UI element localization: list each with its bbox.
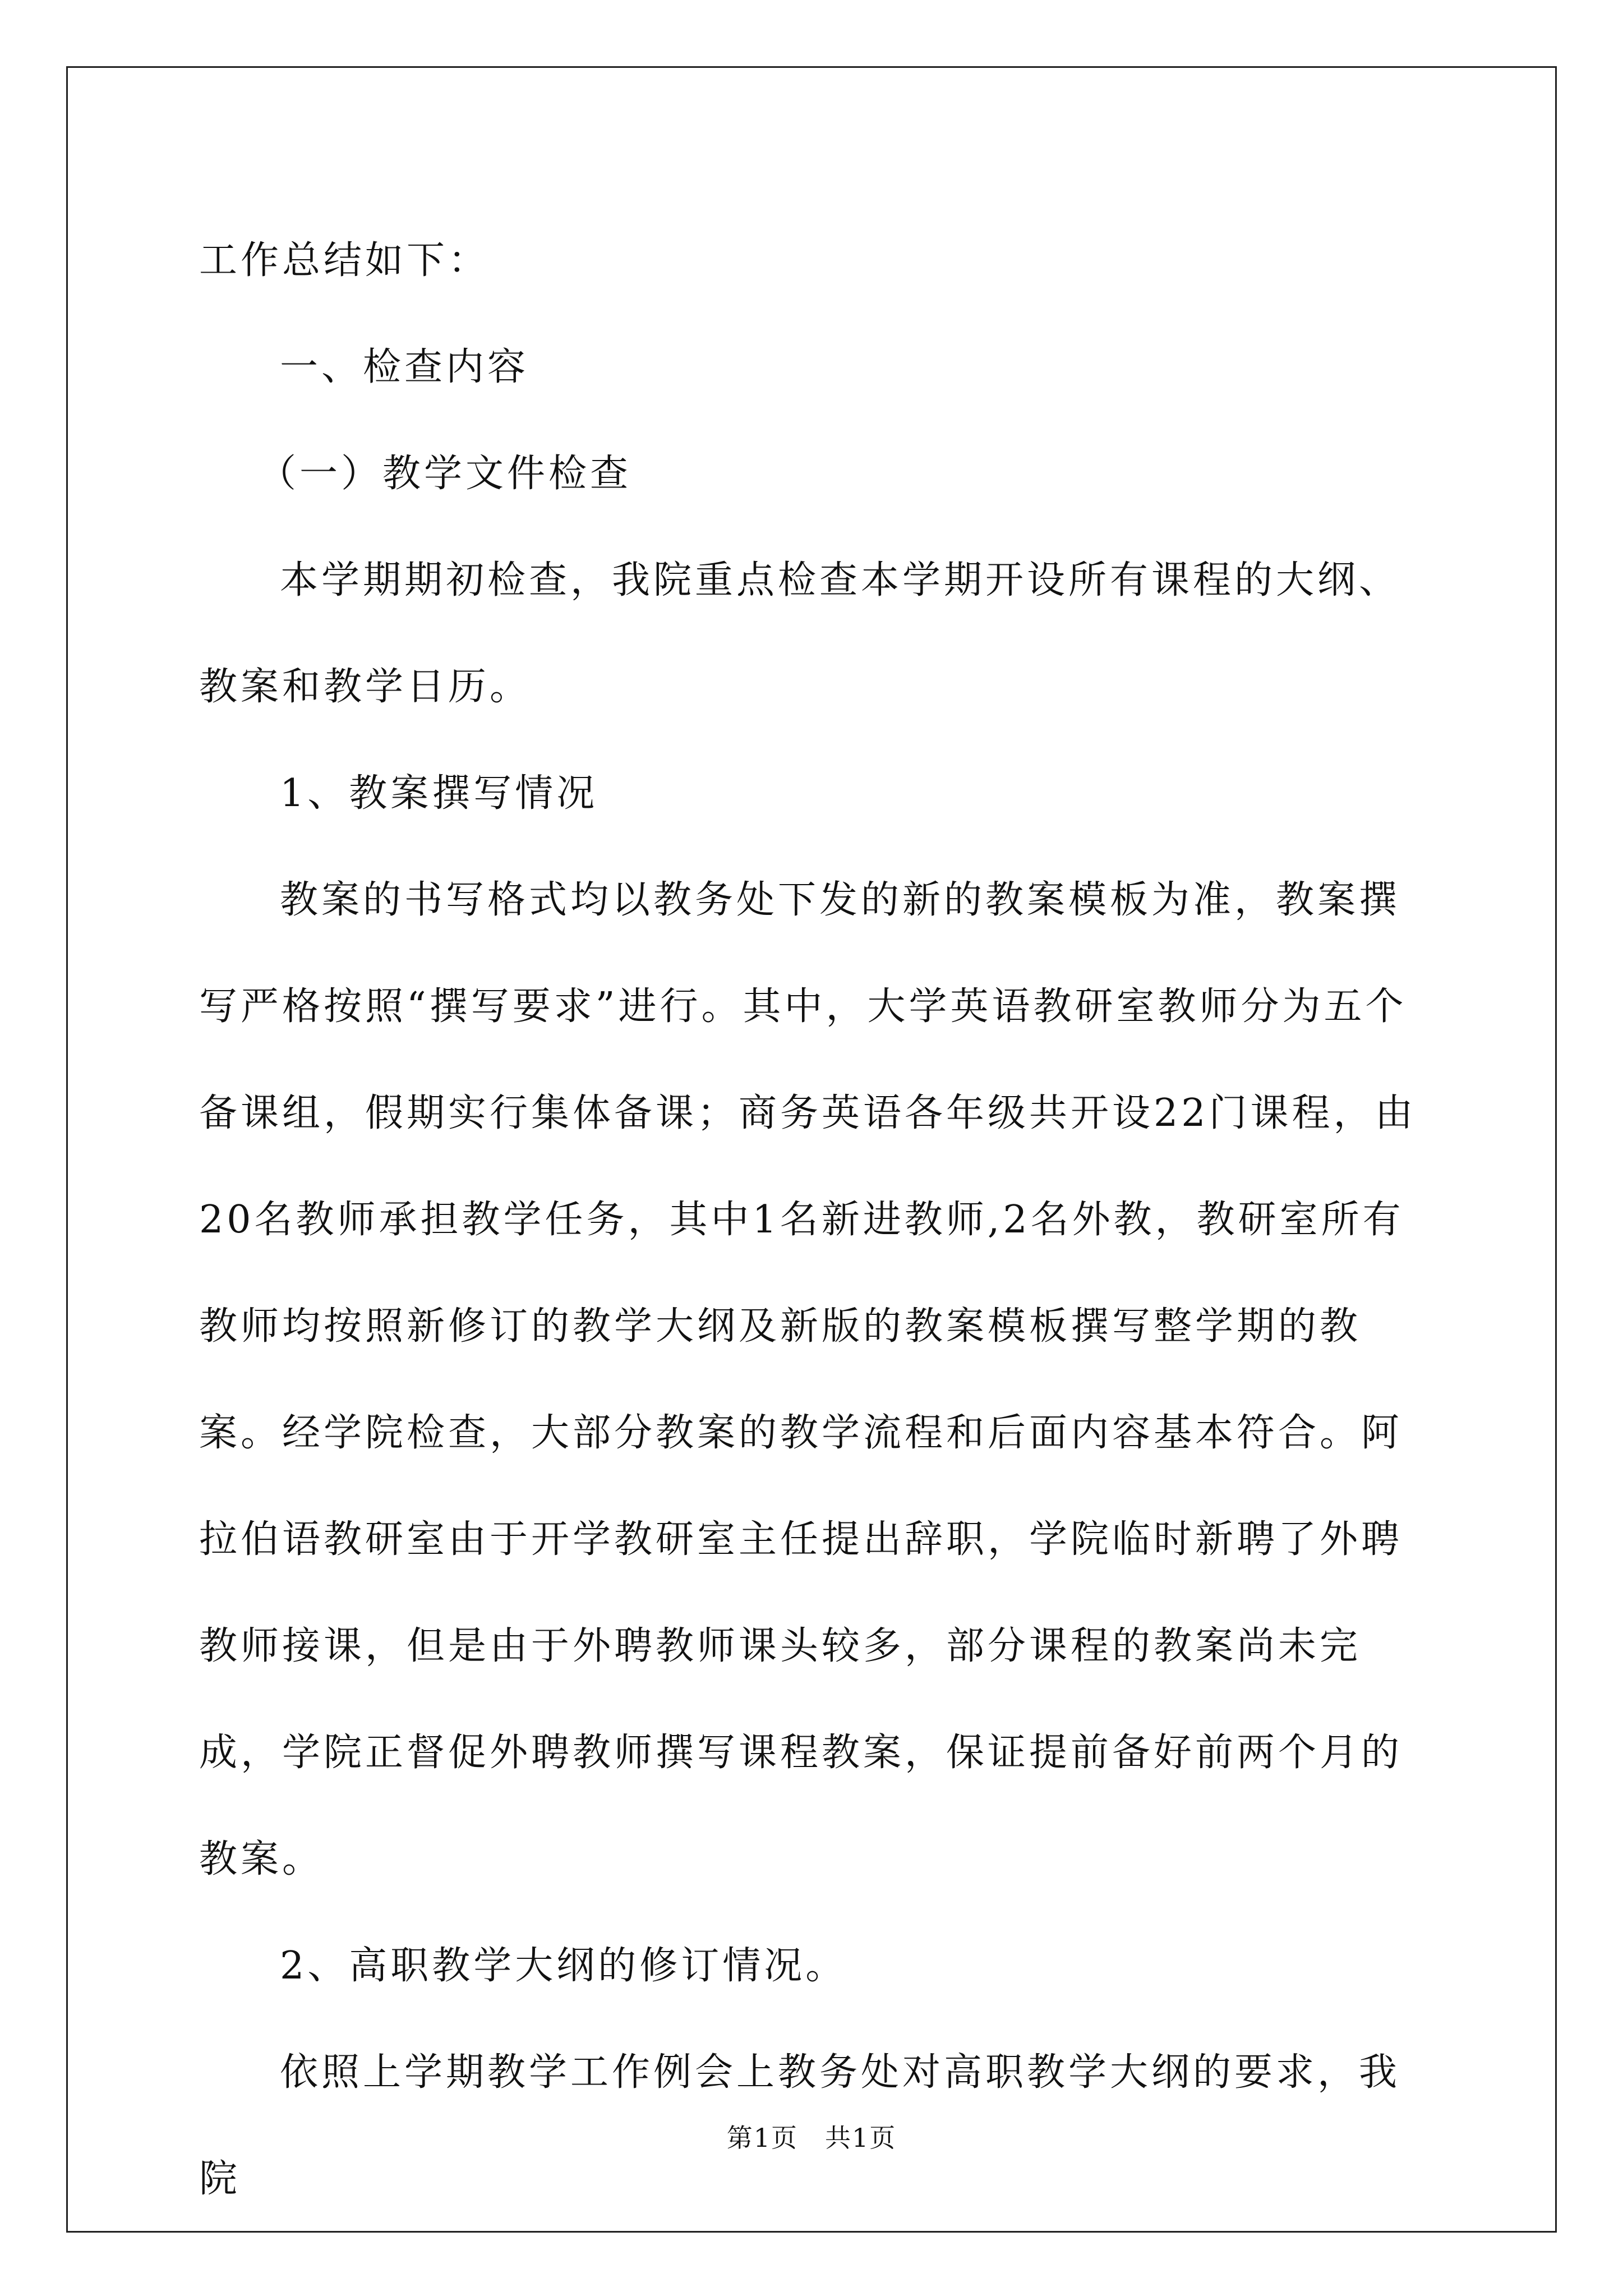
paragraph-lesson-plan-details: 教案的书写格式均以教务处下发的新的教案模板为准，教案撰写严格按照“撰写要求”进行。其中，大学英语教研室教师分为五个备课组，假期实行集体备课；商务英语各年级共开设22门课程，由20名教师承担教学任务，其中1名新进教师,2名外教，教研室所有教师均按照新修订的教学大纲及新版的教案模板撰写整学期的教案。经学院检查，大部分教案的教学流程和后面内容基本符合。阿拉伯语教研室由于开学教研室主任提出辞职，学院临时新聘了外聘教师接课，但是由于外聘教师课头较多，部分课程的教案尚未完成，学院正督促外聘教师撰写课程教案，保证提前备好前两个月的教案。 [199,878,1417,1881]
heading-lesson-plan-writing: 1、教案撰写情况 [280,771,598,816]
document-body [199,208,1433,2233]
paragraph-intro: 工作总结如下： [199,238,490,283]
subheading-teaching-documents: （一）教学文件检查 [258,452,632,496]
heading-inspection-content: 一、检查内容 [280,345,529,389]
heading-syllabus-revision: 2、高职教学大纲的修订情况。 [280,1944,847,1988]
page-footer: 第1页 共1页 [726,2123,897,2153]
paragraph-syllabus-requirement: 依照上学期教学工作例会上教务处对高职教学大纲的要求，我院 [199,2050,1401,2201]
paragraph-semester-check: 本学期期初检查，我院重点检查本学期开设所有课程的大纲、教案和教学日历。 [199,558,1401,709]
